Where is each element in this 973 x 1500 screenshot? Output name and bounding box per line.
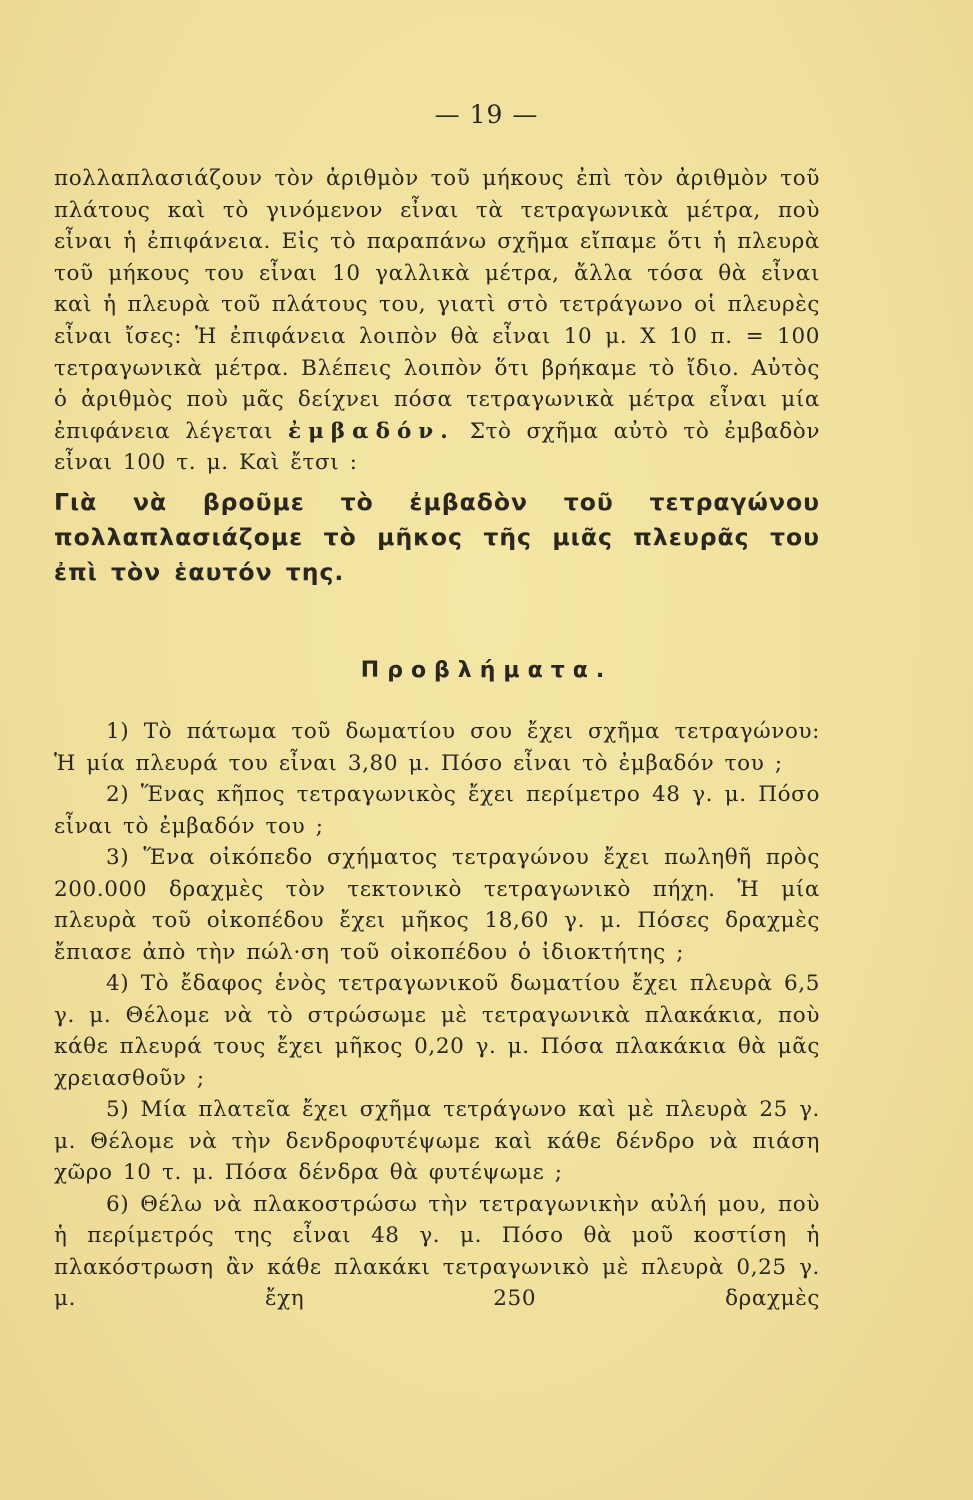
- problem-item: 1) Τὸ πάτωμα τοῦ δωματίου σου ἔχει σχῆμα τετραγώνου: Ἡ μία πλευρά του εἶναι 3,80 μ. Πόσο εἶναι τὸ ἐμβαδόν του ;: [54, 719, 820, 776]
- section-heading: Προβλήματα.: [360, 658, 613, 683]
- problem-item: 3) Ἕνα οἰκόπεδο σχήματος τετραγώνου ἔχει πωληθῆ πρὸς 200.000 δραχμὲς τὸν τεκτονικὸ τετραγωνικὸ πήχη. Ἡ μία πλευρὰ τοῦ οἰκοπέδου ἔχει μῆκος 18,60 γ. μ. Πόσες δραχμὲς ἔπιασε ἀπὸ τὴν πώλ·ση τοῦ οἰκοπέδου ὁ ἰδιοκτήτης ;: [54, 845, 820, 965]
- paragraph-intro: [54, 163, 820, 479]
- page-number: — 19 —: [434, 100, 539, 129]
- paragraph-intro-start: πολλαπλασιάζουν τὸν ἀριθμὸν τοῦ μήκους ἐπὶ τὸν ἀριθμὸν τοῦ πλάτους καὶ τὸ γινόμενον εἶναι τὰ τετραγωνικὰ μέτρα, ποὺ εἶναι ἡ ἐπιφάνεια. Εἰς τὸ παραπάνω σχῆμα εἴπαμε ὅτι ἡ πλευρὰ τοῦ μήκους του εἶναι 10 γαλλικὰ μέτρα, ἄλλα τόσα θὰ εἶναι καὶ ἡ πλευρὰ τοῦ πλάτους του, γιατὶ στὸ τετράγωνο οἱ πλευρὲς εἶναι ἴσες: Ἡ ἐπιφάνεια λοιπὸν θὰ εἶναι 10 μ. Χ 10 π. = 100 τετραγωνικὰ μέτρα. Βλέπεις λοιπὸν ὅτι βρήκαμε τὸ ἴδιο. Αὐτὸς ὁ ἀριθμὸς ποὺ μᾶς δείχνει πόσα τετραγωνικὰ μέτρα εἶναι μία ἐπιφάνεια λέγεται: [54, 166, 820, 444]
- problem-item: 2) Ἕνας κῆπος τετραγωνικὸς ἔχει περίμετρο 48 γ. μ. Πόσο εἶναι τὸ ἐμβαδόν του ;: [54, 782, 820, 839]
- paragraph-intro-end: Στὸ σχῆμα αὐτὸ τὸ ἐμβαδὸν εἶναι 100 τ. μ. Καὶ ἔτσι :: [54, 418, 821, 476]
- problem-item: 4) Τὸ ἔδαφος ἑνὸς τετραγωνικοῦ δωματίου ἔχει πλευρὰ 6,5 γ. μ. Θέλομε νὰ τὸ στρώσωμε μὲ τετραγωνικὰ πλακάκια, ποὺ κάθε πλευρά τους ἔχει μῆκος 0,20 γ. μ. Πόσα πλακάκια θὰ μᾶς χρειασθοῦν ;: [54, 971, 820, 1091]
- rule-statement: Γιὰ νὰ βροῦμε τὸ ἐμβαδὸν τοῦ τετραγώνου πολλαπλασιάζομε τὸ μῆκος τῆς μιᾶς πλευρᾶς του ἐπὶ τὸν ἑαυτόν της.: [54, 487, 820, 586]
- body-text: [54, 163, 820, 590]
- problems-list: [54, 716, 820, 1315]
- problem-item: 5) Μία πλατεῖα ἔχει σχῆμα τετράγωνο καὶ μὲ πλευρὰ 25 γ. μ. Θέλομε νὰ τὴν δενδροφυτέψωμε καὶ κάθε δένδρο νὰ πιάση χῶρο 10 τ. μ. Πόσα δένδρα θὰ φυτέψωμε ;: [54, 1097, 820, 1185]
- term-emvadon: ἐμβαδόν.: [288, 418, 455, 444]
- problem-item: 6) Θέλω νὰ πλακοστρώσω τὴν τετραγωνικὴν αὐλή μου, ποὺ ἡ περίμετρός της εἶναι 48 γ. μ. Πόσο θὰ μοῦ κοστίση ἡ πλακόστρωση ἂν κάθε πλακάκι τετραγωνικὸ μὲ πλευρὰ 0,25 γ. μ. ἔχη 250 δραχμὲς: [54, 1191, 820, 1311]
